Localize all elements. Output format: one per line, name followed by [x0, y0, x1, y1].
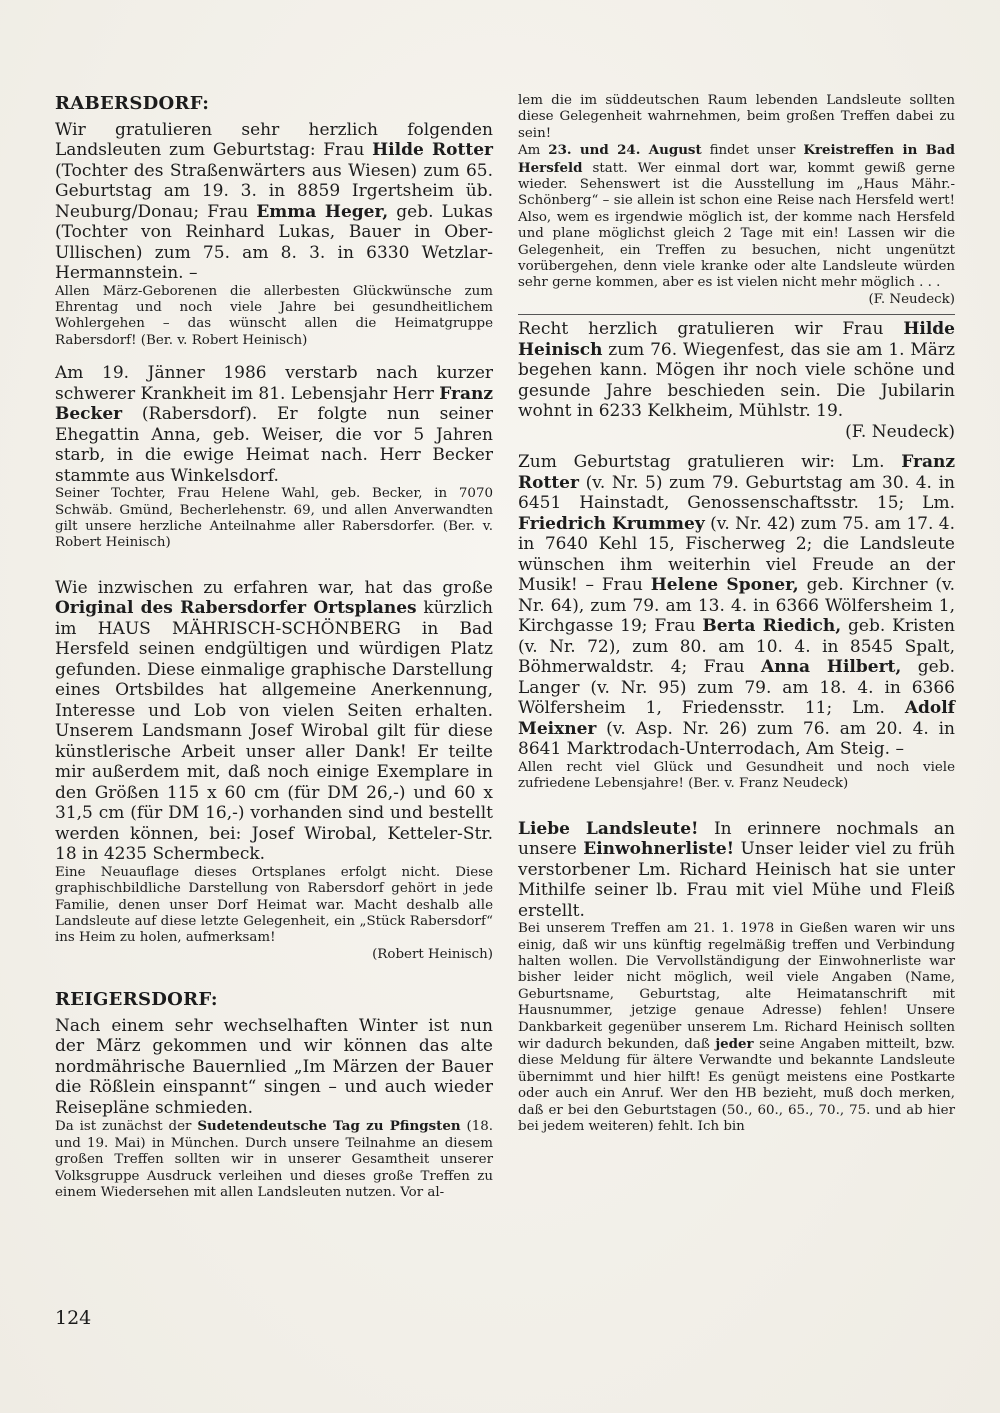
rabersdorf-birthday-text: Wir gratulieren sehr herzlich folgenden Landsleuten zum Geburtstag: Frau Hilde Rotter (Tochter des Straßenwärters aus Wiesen) zum 65. Geburtstag am 19. 3. in 8859 Irgertsheim üb. Neuburg/Donau; Frau Emma Heger, geb. Lukas (Tochter von Reinhard Lukas, Bauer in Ober-Ullischen) zum 75. am 8. 3. in 6330 Wetzlar-Hermannstein. –: [55, 119, 494, 284]
ortsplan-signature: (Robert Heinisch): [372, 946, 493, 962]
name-emma-heger: Emma Heger,: [256, 201, 389, 222]
ortsplan-text: Wie inzwischen zu erfahren war, hat das große Original des Rabersdorfer Ortsplanes kürzlich im HAUS MÄHRISCH-SCHÖNBERG in Bad Hersfeld seinen endgültigen und würdigen Platz gefunden. Diese einmalige graphische Darstellung eines Ortsbildes hat allgemeine Anerkennung, Interesse und Lob von vielen Seiten erhalten. Unserem Landsmann Josef Wirobal gilt für diese künstlerische Arbeit unser aller Dank! Er teilte mir außerdem mit, daß noch einige Exemplare in den Größen 115 x 60 cm (für DM 26,-) und 60 x 31,5 cm (für DM 16,-) vorhanden sind und bestellt werden können, bei: Josef Wirobal, Ketteler-Str. 18 in 4235 Schermbeck.: [55, 577, 493, 865]
maerz-greeting-note: Allen März-Geborenen die allerbesten Glückwünsche zum Ehrentag und noch viele Jahre bei gesundheitlichem Wohlergehen – das wünscht allen die Heimatgruppe Rabersdorf! (Ber. v. Robert Heinisch): [55, 283, 493, 348]
sudetendeutscher-tag: Sudetendeutsche Tag zu Pfingsten: [197, 1118, 461, 1135]
kreistreffen-text: Am 23. und 24. August findet unser Kreistreffen in Bad Hersfeld statt. Wer einmal dort war, kommt gewiß gerne wieder. Sehenswert ist die Ausstellung im „Haus Mähr.-Schönberg“ – sie allein ist schon eine Reise nach Hersfeld wert! Also, wem es irgendwie möglich ist, der komme nach Hersfeld und plane möglichst gleich 2 Tage mit ein! Lassen wir die Gelegenheit, ein Treffen zu besuchen, nicht ungenützt vorübergehen, denn viele kranke oder alte Landsleute würden sehr gerne kommen, aber es ist vielen nicht mehr möglich . . . (F. Neudeck): [518, 142, 955, 307]
hilde-heinisch-text: Recht herzlich gratulieren wir Frau Hilde Heinisch zum 76. Wiegenfest, das sie am 1. März begehen kann. Mögen ihr noch viele schöne und gesunde Jahre beschieden sein. Die Jubilarin wohnt in 6233 Kelkheim, Mühlstr. 19. (F. Neudeck): [518, 319, 955, 442]
name-helene-sponer: Helene Sponer,: [650, 575, 799, 596]
einwohnerliste-text: Liebe Landsleute! In erinnere nochmals an unsere Einwohnerliste! Unser leider viel zu früh verstorbener Lm. Richard Heinisch hat sie unter Mithilfe seiner lb. Frau mit viel Mühe und Fleiß erstellt.: [518, 818, 955, 921]
kreistreffen-signature: (F. Neudeck): [868, 291, 955, 307]
liebe-landsleute: Liebe Landsleute!: [518, 818, 699, 839]
left-column: [55, 93, 493, 1201]
reigersdorf-text: Nach einem sehr wechselhaften Winter ist nun der März gekommen und wir können das alte nordmährische Bauernlied „Im Märzen der Bauer die Rößlein einspannt“ singen – und auch wieder Reisepläne schmieden.: [55, 1015, 493, 1118]
name-friedrich-krummey: Friedrich Krummey: [518, 513, 705, 534]
reigersdorf-note: Da ist zunächst der Sudetendeutsche Tag zu Pfingsten (18. und 19. Mai) in München. Durch unsere Teilnahme an diesem großen Treffen sollten wir in unserer Gesamtheit unserer Volksgruppe Ausdruck verleihen und dieses große Treffen zu einem Wiedersehen mit allen Landsleuten nutzen. Vor al-: [55, 1118, 494, 1200]
ortsplan-note: Eine Neuauflage dieses Ortsplanes erfolgt nicht. Diese graphischbildliche Darstellung von Rabersdorf gehört in jede Familie, denen unser Dorf Heimat war. Macht deshalb alle Landsleute auf diese letzte Gelegenheit, ein „Stück Rabersdorf“ ins Heim zu holen, aufmerksam! (Robert Heinisch): [55, 864, 493, 962]
ortsplan-title: Original des Rabersdorfer Ortsplanes: [55, 598, 417, 619]
kreistreffen-date: 23. und 24. August: [548, 142, 702, 159]
continuation-text-a: lem die im süddeutschen Raum lebenden Landsleute sollten diese Gelegenheit wahrnehmen, beim großen Treffen dabei zu sein!: [518, 93, 955, 141]
right-column: [518, 93, 955, 1135]
jeder-emphasis: jeder: [715, 1035, 754, 1052]
reigersdorf-heading: REIGERSDORF:: [55, 989, 218, 1011]
hilde-heinisch-signature: (F. Neudeck): [845, 421, 955, 442]
rabersdorf-heading: RABERSDORF:: [55, 93, 210, 114]
name-hilde-rotter: Hilde Rotter: [372, 140, 493, 161]
obituary-text: Am 19. Jänner 1986 verstarb nach kurzer schwerer Krankheit im 81. Lebensjahr Herr Franz Becker (Rabersdorf). Er folgte nun seiner Ehegattin Anna, geb. Weiser, die vor 5 Jahren starb, in die ewige Heimat nach. Herr Becker stammte aus Winkelsdorf.: [55, 363, 493, 486]
name-adolf-meixner: Adolf Meixner: [518, 698, 955, 739]
name-franz-becker: Franz Becker: [55, 383, 493, 425]
name-franz-rotter: Franz Rotter: [518, 452, 955, 493]
kreistreffen-title: Kreistreffen in Bad Hersfeld: [518, 142, 955, 176]
name-anna-hilbert: Anna Hilbert,: [761, 657, 902, 678]
birthday-list-text: Zum Geburtstag gratulieren wir: Lm. Franz Rotter (v. Nr. 5) zum 79. Geburtstag am 30. 4. in 6451 Hainstadt, Genossenschaftsstr. 15; Lm. Friedrich Krummey (v. Nr. 42) zum 75. am 17. 4. in 7640 Kehl 15, Fischerweg 2; die Landsleute wünschen ihm weiterhin viel Freude an der Musik! – Frau Helene Sponer, geb. Kirchner (v. Nr. 64), zum 79. am 13. 4. in 6366 Wölfersheim 1, Kirchgasse 19; Frau Berta Riedich, geb. Kristen (v. Nr. 72), zum 80. am 10. 4. in 8545 Spalt, Böhmerwaldstr. 4; Frau Anna Hilbert, geb. Langer (v. Nr. 95) zum 79. am 18. 4. in 6366 Wölfersheim 1, Friedensstr. 11; Lm. Adolf Meixner (v. Asp. Nr. 26) zum 76. am 20. 4. in 8641 Marktrodach-Unterrodach, Am Steig. –: [518, 452, 956, 760]
divider: [518, 314, 955, 315]
einwohnerliste-title: Einwohnerliste!: [583, 839, 735, 860]
page-number: 124: [55, 1307, 92, 1329]
birthday-list-note: Allen recht viel Glück und Gesundheit und noch viele zufriedene Lebensjahre! (Ber. v. Franz Neudeck): [518, 759, 955, 792]
obituary-note: Seiner Tochter, Frau Helene Wahl, geb. Becker, in 7070 Schwäb. Gmünd, Becherlehenstr. 69, und allen Anverwandten gilt unsere herzliche Anteilnahme aller Rabersdorfer. (Ber. v. Robert Heinisch): [55, 486, 493, 551]
name-berta-riedich: Berta Riedich,: [702, 616, 842, 637]
einwohnerliste-note: Bei unserem Treffen am 21. 1. 1978 in Gießen waren wir uns einig, daß wir uns künftig regelmäßig treffen und Verbindung halten wollen. Die Vervollständigung der Einwohnerliste war bisher leider nicht möglich, weil viele Angaben (Name, Geburtsname, Geburtstag, alte Heimatanschrift mit Hausnummer, jetzige genaue Adresse) fehlen! Unsere Dankbarkeit gegenüber unserem Lm. Richard Heinisch sollten wir dadurch bekunden, daß jeder seine Angaben mitteilt, bzw. diese Meldung für ältere Verwandte und bekannte Landsleute übernimmt und hier hilft! Es genügt meistens eine Postkarte oder auch ein Anruf. Wer den HB bezieht, muß doch merken, daß er bei den Geburtstagen (50., 60., 65., 70., 75. und ab hier bei jedem weiteren) fehlt. Ich bin: [518, 921, 955, 1134]
name-hilde-heinisch: Hilde Heinisch: [518, 319, 955, 360]
